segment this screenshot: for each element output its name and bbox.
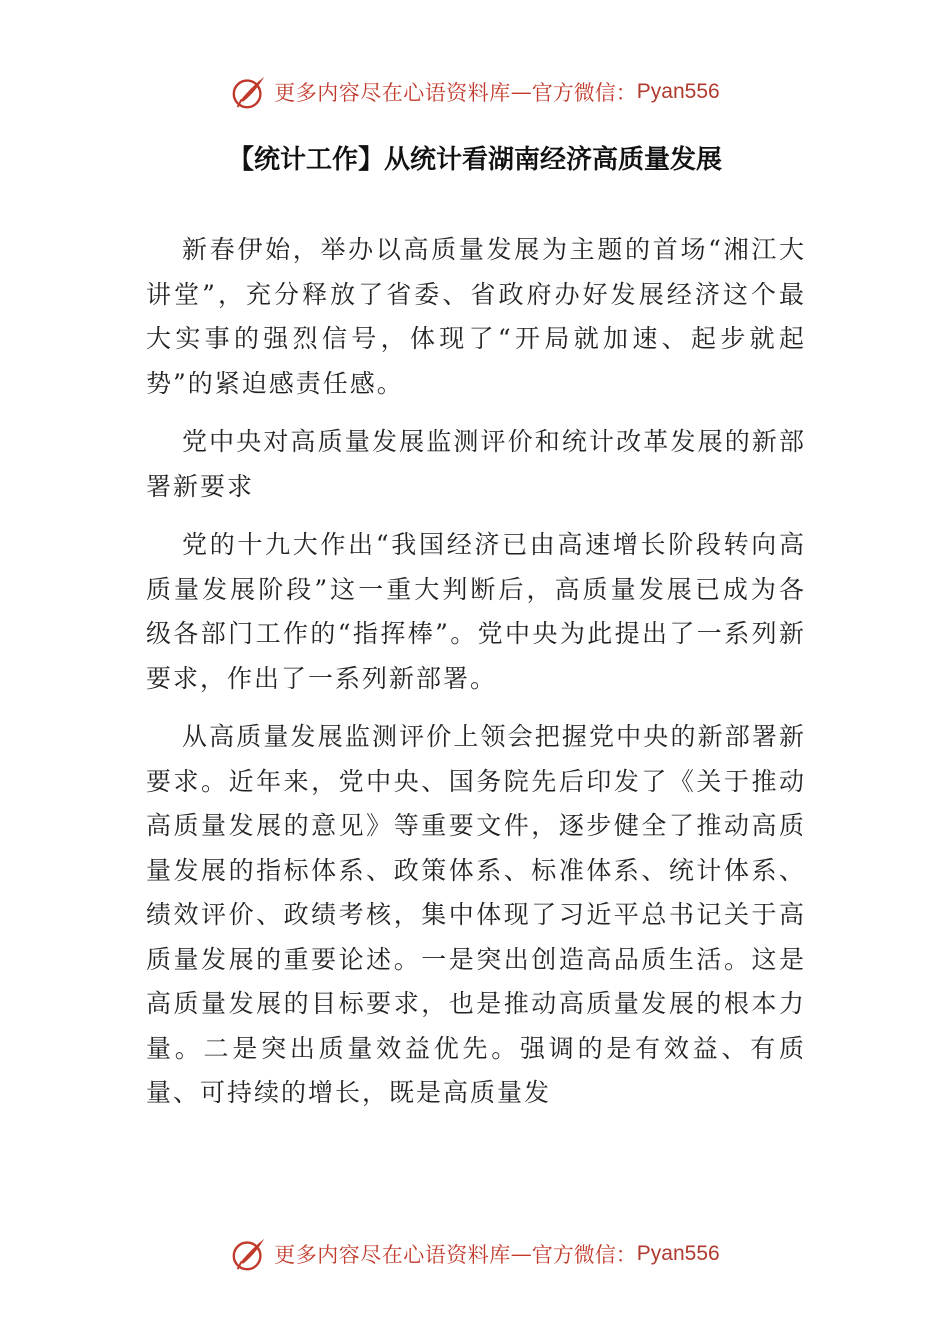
banner-wechat-id: Pyan556 [636,80,720,103]
banner-wechat-id: Pyan556 [636,1242,720,1265]
paragraph-1: 新春伊始，举办以高质量发展为主题的首场“湘江大讲堂”，充分释放了省委、省政府办好发展经济这个最大实事的强烈信号，体现了“开局就加速、起步就起势”的紧迫感责任感。 [146,235,806,398]
document-body [146,228,806,1130]
paragraph-2: 党中央对高质量发展监测评价和统计改革发展的新部署新要求 [146,427,806,501]
paragraph-3: 党的十九大作出“我国经济已由高速增长阶段转向高质量发展阶段”这一重大判断后，高质量发展已成为各级各部门工作的“指挥棒”。党中央为此提出了一系列新要求，作出了一系列新部署。 [146,530,806,693]
page-title: 【统计工作】从统计看湖南经济高质量发展 [227,145,722,175]
banner-wechat-label: 官方微信： [531,81,637,105]
banner-dash: — [510,80,532,104]
banner-wechat-label: 官方微信： [531,1243,637,1267]
footer-banner [0,1232,950,1276]
quill-pen-logo-icon [230,1235,268,1273]
banner-dash: — [510,1242,532,1266]
banner-text: 更多内容尽在心语资料库 [274,1243,511,1267]
quill-pen-logo-icon [230,73,268,111]
header-banner [0,70,950,114]
banner-text: 更多内容尽在心语资料库 [274,81,511,105]
paragraph-4: 从高质量发展监测评价上领会把握党中央的新部署新要求。近年来，党中央、国务院先后印发了《关于推动高质量发展的意见》等重要文件，逐步健全了推动高质量发展的指标体系、政策体系、标准体系、统计体系、绩效评价、政绩考核，集中体现了习近平总书记关于高质量发展的重要论述。一是突出创造高品质生活。这是高质量发展的目标要求，也是推动高质量发展的根本力量。二是突出质量效益优先。强调的是有效益、有质量、可持续的增长，既是高质量发 [146,722,806,1107]
